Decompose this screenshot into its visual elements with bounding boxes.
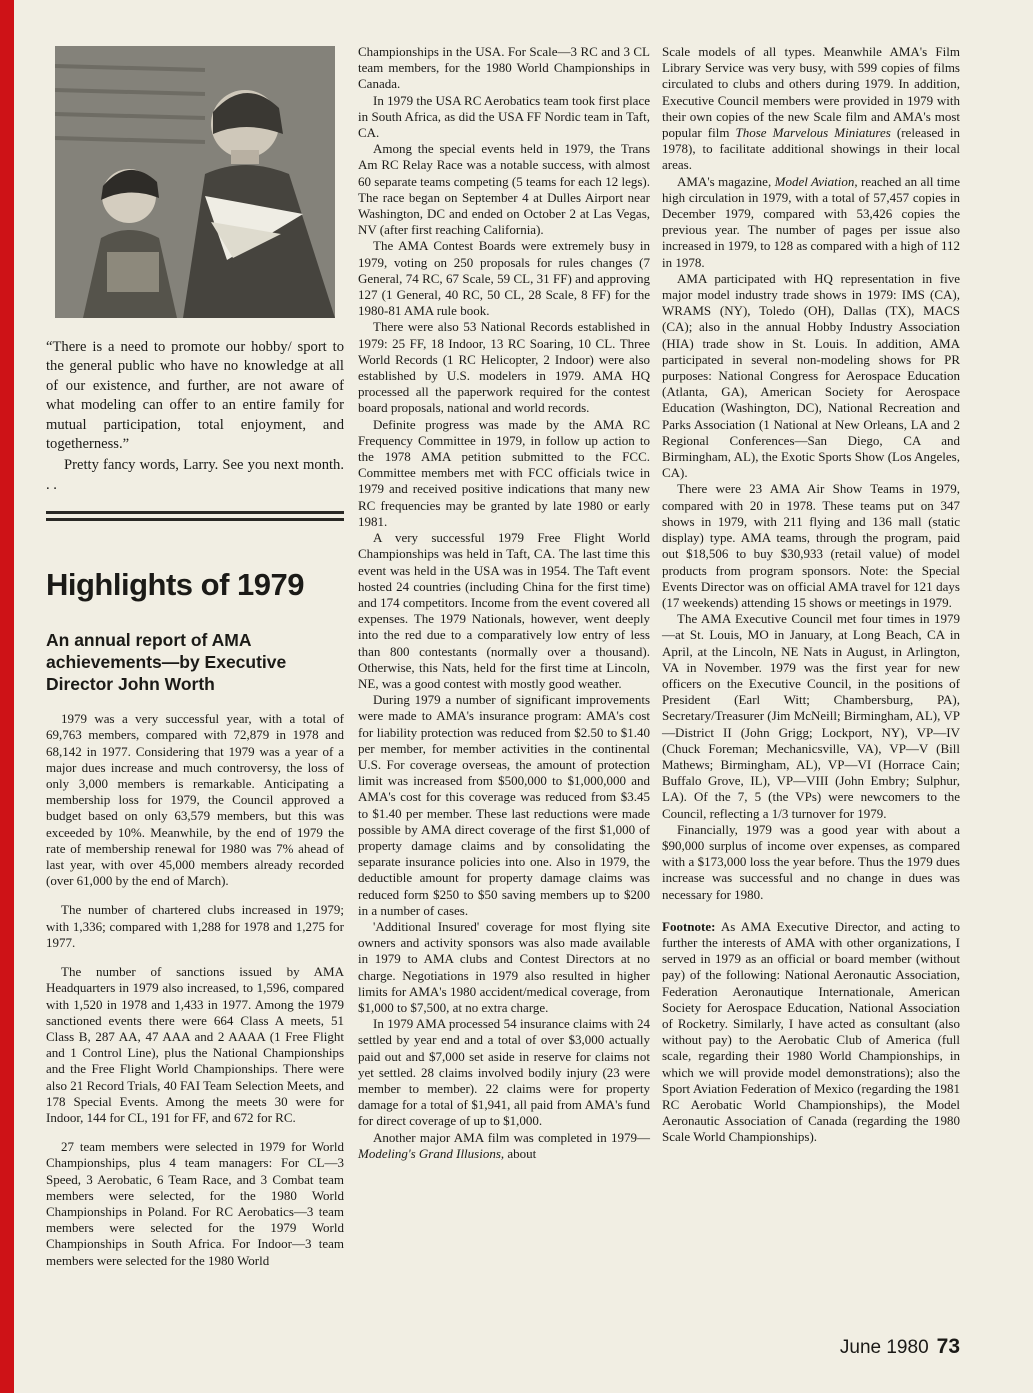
paragraph-magazine: [662, 174, 960, 271]
photo-man-and-boy-with-model: [55, 46, 335, 318]
article-subhead: An annual report of AMA achievements—by Executive Director John Worth: [46, 630, 287, 695]
paragraph: AMA participated with HQ representation in five major model industry trade shows in 1979: IMS (CA), WRAMS (NY), Toledo (OH), Dallas (TX), MACS (CA); also in the annual Hobby Industry Association (HIA) trade show in St. Louis. In addition, AMA participated in several non-modeling shows for PR purposes: National Congress for Aerospace Education (Atlanta, GA), American Society for Aerospace Education (Washington, DC), National Recreation and Parks Association (1 National at New Orleans, LA and 2 Regional Conferences—San Diego, CA and Birmingham, AL), the Exotic Sports Show (Los Angeles, CA).: [662, 270, 960, 481]
paragraph: Financially, 1979 was a good year with about a $90,000 surplus of income over expenses, as compared with a $173,000 loss the year before. Thus the 1979 dues increase was successful and no change in dues was necessary for 1980.: [662, 821, 960, 902]
paragraph: There were 23 AMA Air Show Teams in 1979, compared with 20 in 1978. These teams put on 347 shows in 1979, with 211 flying and 136 mall (static display) type. AMA teams, through the program, paid out $18,506 to buy $30,933 (retail value) of model products from program sponsors. Note: the Special Events Director was on official AMA travel for 121 days (17 weekends) attending 15 shows or meetings in 1979.: [662, 481, 960, 610]
right-column: [662, 44, 960, 1146]
page-footer: [840, 1335, 960, 1359]
paragraph: The AMA Executive Council met four times in 1979—at St. Louis, MO in January, at Long Beach, CA in April, at the Lincoln, NE Nats in August, in Arlington, VA in November. 1979 was the first year for new officers on the Executive Council, in the positions of President (Earl Witt; Chambersburg, PA), Secretary/Treasurer (Jim McNeill; Birmingham, AL), VP—District II (John Grigg; Lockport, NY), VP—IV (Chuck Foreman; Mechanicsville, VA), VP—V (Bill Mathews; Birmingham, AL), VP—VI (Horrace Cain; Buffalo Grove, IL), VP—VIII (John Embry; Sulphur, LA). Of the 7, 5 (the VPs) were newcomers to the Council, reflecting a 1/3 turnover for 1979.: [662, 611, 960, 821]
text-segment: about: [504, 1145, 537, 1161]
paragraph: The number of chartered clubs increased in 1979; with 1,336; compared with 1,288 for 1978 and 1,275 for 1977.: [46, 902, 344, 950]
text-segment: (released in 1978), to facilitate additional showings in their local areas.: [662, 125, 960, 173]
text-segment: Scale models of all types. Meanwhile AMA's Film Library Service was very busy, with 599 copies of films circulated to clubs and others during 1979. In addition, Executive Council members were provided in 1979 with their own copies of the new Scale film and AMA's most popular film: [662, 44, 960, 141]
paragraph: During 1979 a number of significant improvements were made to AMA's insurance program: AMA's cost for liability protection was reduced from $2.50 to $1.40 per member, for member activities in the continental U.S. For coverage overseas, the amount of protection limit was increased from $500,000 to $1,000,000 and AMA's cost for this coverage was reduced from $3.45 to $1.40 per member. These last reductions were made possible by AMA direct coverage of the first $1,000 of property damage claims and by consolidating the separate insurance policies into one. Also in 1979, the deductible amount for property damage claims was reduced form $250 to $50 saving members up to $200 in a number of cases.: [358, 692, 650, 918]
footnote-text: As AMA Executive Director, and acting to further the interests of AMA with other organizations, I served in 1979 as an official or board member (without pay) of the following: National Aeronautic Association, Federation Aeronautique Internationale, American Society for Aerospace Education, National Association of Rocketry. Similarly, I have acted as consultant (also without pay) to the Aerobatic Club of America (full scale, regarding their 1980 World Championships, in which we will provide model demonstrations); also the Sport Aviation Federation of Mexico (regarding the 1981 RC Aerobatic World Championships), the Model Aeronautic Association of Canada (regarding the 1980 Scale World Championships).: [662, 918, 960, 1145]
paragraph: 'Additional Insured' coverage for most flying site owners and activity sponsors was also made available in 1979 to AMA clubs and Contest Directors at no charge. Negotiations in 1979 also resulted in higher limits for AMA's 1980 accident/medical coverage, from $1,000 to $7,500, at no extra charge.: [358, 918, 650, 1015]
left-column: [46, 46, 344, 1282]
paragraph: Championships in the USA. For Scale—3 RC and 3 CL team members, for the 1980 World Championships in Canada.: [358, 44, 650, 92]
paragraph: 27 team members were selected in 1979 for World Championships, plus 4 team managers: For CL—3 Speed, 3 Aerobatic, 6 Team Race, and 3 Combat team members were selected, for the 1980 World Championships in Poland. For RC Aerobatics—3 team members were selected for the 1979 World Championships in South Africa. For Indoor—3 team members were selected for the 1980 World: [46, 1139, 344, 1268]
page-edge-red-strip: [0, 0, 14, 1393]
paragraph-film-title: [358, 1130, 650, 1162]
pull-quote-followup: Pretty fancy words, Larry. See you next month. . .: [46, 457, 344, 493]
middle-column: [358, 44, 650, 1162]
paragraph: The AMA Contest Boards were extremely busy in 1979, voting on 250 proposals for rules changes (7 General, 74 RC, 67 Scale, 59 CL, 31 FF) and approving 127 (1 General, 40 RC, 50 CL, 28 Scale, 8 FF) for the 1980-81 AMA rule book.: [358, 238, 650, 319]
paragraph: A very successful 1979 Free Flight World Championships was held in Taft, CA. The last time this event was held in the USA was in 1954. The Taft event hosted 24 countries (including China for the first time) and 174 competitors. Income from the event covered all expenses. The 1979 Nationals, however, went deeply into the red due to a comparatively low entry of less than 800 contestants (normally over a thousand). Otherwise, this Nats, held for the first time at Lincoln, NE, was a good contest with mostly good weather.: [358, 530, 650, 691]
section-divider-rule: [46, 511, 344, 521]
paragraph: In 1979 the USA RC Aerobatics team took first place in South Africa, as did the USA FF Nordic team in Taft, CA.: [358, 92, 650, 141]
paragraph: 1979 was a very successful year, with a total of 69,763 members, compared with 72,879 in 1978 and 68,142 in 1977. Considering that 1979 was a year of a major dues increase and much controversy, the loss of only 3,000 members is remarkable. Anticipating a membership loss for 1979, the Council approved a budget based on only 63,579 members, but this was exceeded by 10%. Meanwhile, by the end of 1979 the rate of membership renewal for 1980 was 7% ahead of last year, with over 45,000 members already recorded (over 61,000 by the end of March).: [46, 711, 344, 889]
pull-quote: “There is a need to promote our hobby/ sport to the general public who have no knowledge at all of our existence, and further, are not aware of what modeling can offer to an entire family for mutual participation, total enjoyment, and togetherness.”: [46, 339, 344, 453]
paragraph: Among the special events held in 1979, the Trans Am RC Relay Race was a notable success, with almost 60 separate teams competing (5 teams for each 12 legs). The race began on September 4 at Dulles Airport near Washington, DC and ended on October 2 at Las Vegas, NV (after first reaching California).: [358, 141, 650, 238]
film-title-italic: Those Marvelous Miniatures: [735, 125, 891, 141]
paragraph-film-library: [662, 44, 960, 174]
text-segment: AMA's magazine,: [677, 173, 775, 189]
page-number: 73: [936, 1335, 960, 1358]
film-title-italic: Modeling's Grand Illusions,: [358, 1145, 505, 1161]
article-headline: Highlights of 1979: [46, 567, 304, 603]
footnote-paragraph: [662, 919, 960, 1146]
magazine-title-italic: Model Aviation: [774, 173, 855, 189]
issue-date: June 1980: [839, 1337, 929, 1358]
text-segment: Another major AMA film was completed in 1979—: [373, 1129, 650, 1145]
paragraph: In 1979 AMA processed 54 insurance claims with 24 settled by year end and a total of over $3,000 actually paid out and $7,000 set aside in reserve for claims not yet settled. 28 claims involved bodily injury (23 were member to member). 22 claims were for property damage for a total of $1,941, all paid from AMA's fund for direct coverage of up to $1,000.: [358, 1016, 650, 1129]
paragraph: Definite progress was made by the AMA RC Frequency Committee in 1979, in follow up action to the 1978 AMA petition submitted to the FCC. Committee members met with FCC officials twice in 1979 and received positive indications that many new RC frequencies may be granted by late 1980 or early 1981.: [358, 416, 650, 529]
photo-illustration: [55, 46, 335, 318]
paragraph: There were also 53 National Records established in 1979: 25 FF, 18 Indoor, 13 RC Soaring, 10 CL. Three World Records (1 RC Helicopter, 2 Indoor) were also established by U.S. modelers in 1979. AMA HQ processed all the paperwork required for the contest board proposals, national and world records.: [358, 319, 650, 416]
text-segment: , reached an all time high circulation in 1979, with a total of 57,457 copies in December 1979, compared with 53,426 copies the previous year. The number of pages per issue also increased in 1979, to 128 as compared with a high of 112 in 1978.: [662, 173, 960, 270]
footnote-label: Footnote:: [662, 918, 716, 934]
paragraph: The number of sanctions issued by AMA Headquarters in 1979 also increased, to 1,596, compared with 1,520 in 1978 and 1,433 in 1977. Among the 1979 sanctioned events there were 664 Class A meets, 51 Class B, 287 AA, 47 AAA and 2 AAAA (1 Free Flight and 1 Control Line), plus the National Championships and the Free Flight World Championships. There were also 21 Record Trials, 40 FAI Team Selection Meets, and 178 Special Events. Among the meets 30 were for Indoor, 144 for CL, 191 for FF, and 672 for RC.: [46, 964, 344, 1125]
